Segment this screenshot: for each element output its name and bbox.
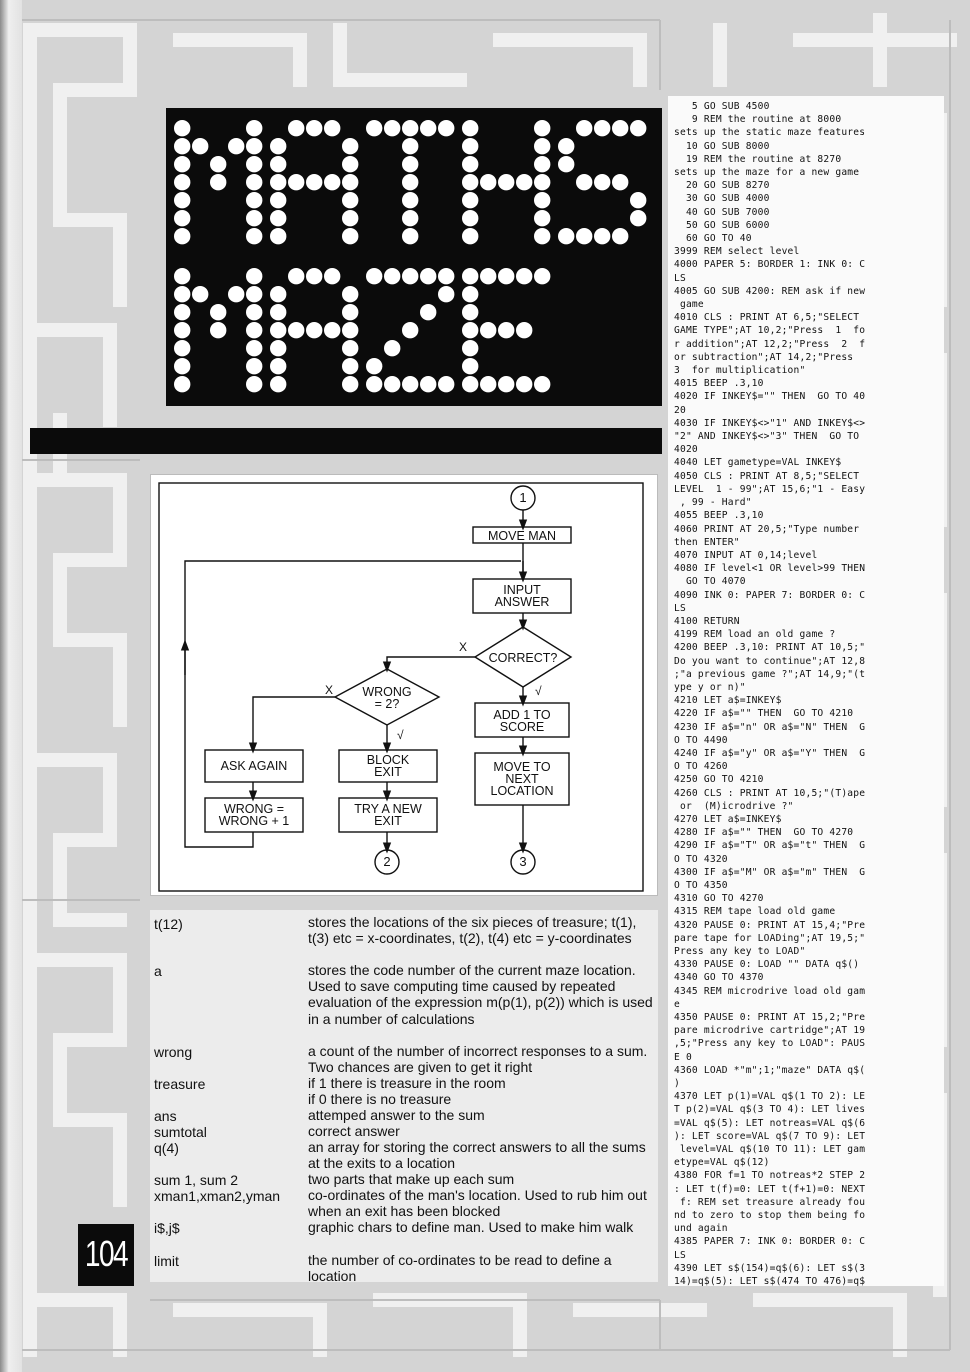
- code-line: 4055 BEEP .3,10: [674, 510, 764, 522]
- title-letter-dot: [246, 192, 262, 208]
- title-letter-dot: [246, 268, 262, 284]
- title-letter-dot: [288, 174, 304, 190]
- code-line: 4090 INK 0: PAPER 7: BORDER 0: C: [674, 589, 866, 601]
- title-letter-dot: [462, 376, 478, 392]
- code-line: O TO 4490: [674, 734, 728, 746]
- page-number: 104: [84, 1233, 128, 1274]
- code-line: 4370 LET p(1)=VAL q$(1 TO 2): LE: [674, 1091, 866, 1103]
- title-letter-dot: [246, 156, 262, 172]
- code-line: 4250 GO TO 4210: [674, 774, 764, 786]
- flow-branch-x-correct: X: [459, 640, 468, 654]
- title-letter-dot: [246, 376, 262, 392]
- title-letter-dot: [612, 228, 628, 244]
- title-letter-dot: [558, 138, 574, 154]
- title-letter-dot: [246, 138, 262, 154]
- title-letter-dot: [270, 228, 286, 244]
- code-line: game: [674, 299, 704, 311]
- code-line: 4280 IF a$="" THEN GO TO 4270: [674, 827, 854, 839]
- code-line: ype y or n)": [674, 681, 746, 693]
- flow-node-add-score: ADD 1 TO SCORE: [493, 708, 551, 734]
- glossary-desc: the number of co-ordinates to be read to define a location: [308, 1252, 612, 1285]
- code-line: 4330 PAUSE 0: LOAD "" DATA q$(): [674, 959, 860, 971]
- title-letter-dot: [342, 286, 358, 302]
- code-line: then ENTER": [674, 536, 740, 548]
- code-line: 50 GO SUB 6000: [674, 219, 770, 231]
- title-letter-dot: [462, 192, 478, 208]
- flow-node-1: 1: [519, 490, 527, 505]
- title-letter-dot: [192, 138, 208, 154]
- code-line: LS: [674, 1249, 686, 1261]
- glossary-name: q(4): [154, 1140, 179, 1156]
- code-line: 4350 PAUSE 0: PRINT AT 15,2;"Pre: [674, 1012, 866, 1024]
- glossary-name: xman1,xman2,yman: [154, 1188, 281, 1204]
- title-letter-dot: [402, 322, 418, 338]
- code-line: 4080 IF level<1 OR level>99 THEN: [674, 563, 866, 575]
- code-line: ): [674, 1078, 680, 1090]
- title-letter-dot: [462, 210, 478, 226]
- code-line: or (M)icrodrive ?": [674, 800, 794, 812]
- title-letter-dot: [270, 156, 286, 172]
- title-letter-dot: [462, 156, 478, 172]
- glossary-name: a: [154, 963, 162, 979]
- code-line: GAME TYPE";AT 10,2;"Press 1 fo: [674, 325, 866, 337]
- title-letter-dot: [210, 174, 226, 190]
- code-line: 4020: [674, 444, 698, 456]
- title-letter-dot: [462, 120, 478, 136]
- code-line: 4385 PAPER 7: INK 0: BORDER 0: C: [674, 1236, 866, 1248]
- code-line: 3 for multiplication": [674, 365, 806, 377]
- title-letter-dot: [534, 228, 550, 244]
- title-letter-dot: [366, 120, 382, 136]
- flow-branch-tick-wrong: √: [397, 728, 404, 742]
- code-line: 5 GO SUB 4500: [674, 101, 770, 112]
- title-letter-dot: [288, 268, 304, 284]
- title-letter-dot: [270, 174, 286, 190]
- title-letter-dot: [498, 174, 514, 190]
- title-letter-dot: [438, 268, 454, 284]
- title-letter-dot: [402, 192, 418, 208]
- code-line: 3999 REM select level: [674, 246, 800, 258]
- code-line: LEVEL 1 - 99";AT 15,6;"1 - Easy: [674, 483, 866, 495]
- code-line: E 0: [674, 1051, 692, 1063]
- code-line: 20 GO SUB 8270: [674, 180, 770, 192]
- glossary-name: treasure: [154, 1076, 206, 1092]
- title-letter-dot: [402, 156, 418, 172]
- title-letter-dot: [342, 174, 358, 190]
- code-line: 4020 IF INKEY$="" THEN GO TO 40: [674, 391, 866, 403]
- code-line: "2" AND INKEY$<>"3" THEN GO TO: [674, 431, 860, 443]
- title-letter-dot: [174, 268, 190, 284]
- flow-node-move-man: MOVE MAN: [487, 529, 557, 543]
- title-letter-dot: [534, 120, 550, 136]
- code-line: O TO 4350: [674, 879, 728, 891]
- title-letter-dot: [534, 174, 550, 190]
- title-letter-dot: [246, 174, 262, 190]
- title-letter-dot: [342, 156, 358, 172]
- code-line: 4010 CLS : PRINT AT 6,5;"SELECT: [674, 312, 860, 324]
- title-letter-dot: [342, 376, 358, 392]
- code-line: etype=VAL q$(12): [674, 1157, 770, 1169]
- code-line: LS: [674, 602, 686, 614]
- title-letter-dot: [342, 304, 358, 320]
- title-letter-dot: [246, 322, 262, 338]
- glossary-desc: correct answer: [308, 1123, 400, 1139]
- title-letter-dot: [228, 286, 244, 302]
- title-letter-dot: [462, 304, 478, 320]
- title-letter-dot: [576, 120, 592, 136]
- glossary-desc: graphic chars to define man. Used to make him walk: [308, 1219, 634, 1235]
- title-letter-dot: [420, 304, 436, 320]
- title-letter-dot: [342, 322, 358, 338]
- flowchart-panel: [150, 474, 658, 896]
- code-line: or subtraction";AT 14,2;"Press: [674, 351, 854, 363]
- title-letter-dot: [534, 192, 550, 208]
- code-line: 4315 REM tape load old game: [674, 906, 836, 918]
- code-line: 4050 CLS : PRINT AT 8,5;"SELECT: [674, 470, 860, 482]
- title-letter-dot: [462, 174, 478, 190]
- code-line: 4300 IF a$="M" OR a$="m" THEN G: [674, 866, 866, 878]
- title-letter-dot: [342, 138, 358, 154]
- code-line: 4290 IF a$="T" OR a$="t" THEN G: [674, 840, 866, 852]
- glossary-name: sumtotal: [154, 1124, 207, 1140]
- title-letter-dot: [516, 268, 532, 284]
- title-letter-dot: [306, 322, 322, 338]
- title-letter-dot: [174, 376, 190, 392]
- code-line: 30 GO SUB 4000: [674, 193, 770, 205]
- title-letter-dot: [420, 120, 436, 136]
- title-letter-dot: [324, 174, 340, 190]
- title-letter-dot: [174, 322, 190, 338]
- code-line: 4100 RETURN: [674, 615, 740, 627]
- title-letter-dot: [174, 120, 190, 136]
- title-letter-dot: [210, 156, 226, 172]
- code-line: 4340 GO TO 4370: [674, 972, 764, 984]
- flow-node-correct: CORRECT?: [488, 651, 558, 665]
- title-letter-dot: [630, 210, 646, 226]
- code-line: 4210 LET a$=INKEY$: [674, 695, 782, 707]
- code-line: 4380 FOR f=1 TO notreas*2 STEP 2: [674, 1170, 866, 1182]
- title-letter-dot: [384, 120, 400, 136]
- title-letter-dot: [594, 120, 610, 136]
- code-line: 4070 INPUT AT 0,14;level: [674, 549, 818, 561]
- code-line: 19 REM the routine at 8270: [674, 153, 842, 165]
- title-letter-dot: [480, 376, 496, 392]
- title-letter-dot: [324, 322, 340, 338]
- title-letter-dot: [246, 120, 262, 136]
- code-line: GO TO 4070: [674, 576, 746, 588]
- glossary-name: ans: [154, 1108, 177, 1124]
- title-letter-dot: [462, 138, 478, 154]
- glossary-name: limit: [154, 1253, 179, 1269]
- title-letter-dot: [534, 268, 550, 284]
- title-letter-dot: [366, 358, 382, 374]
- program-listing: [668, 96, 944, 1286]
- title-letter-dot: [498, 376, 514, 392]
- title-letter-dot: [402, 210, 418, 226]
- title-letter-dot: [462, 340, 478, 356]
- title-letter-dot: [612, 174, 628, 190]
- title-letter-dot: [366, 376, 382, 392]
- title-letter-dot: [342, 228, 358, 244]
- title-letter-dot: [558, 228, 574, 244]
- title-letter-dot: [402, 138, 418, 154]
- code-line: 4000 PAPER 5: BORDER 1: INK 0: C: [674, 259, 866, 271]
- title-letter-dot: [462, 322, 478, 338]
- title-letter-dot: [438, 376, 454, 392]
- glossary-name: sum 1, sum 2: [154, 1172, 239, 1188]
- code-line: 4360 LOAD *"m";1;"maze" DATA q$(: [674, 1064, 866, 1076]
- code-line: ;"a previous game ?";AT 14,9;"(t: [674, 668, 866, 680]
- title-letter-dot: [342, 358, 358, 374]
- title-letter-dot: [534, 210, 550, 226]
- code-line: 14)=q$(5): LET s$(474 TO 476)=q$: [674, 1276, 866, 1288]
- title-letter-dot: [576, 174, 592, 190]
- flow-node-wrong-2: WRONG = 2?: [362, 685, 412, 711]
- code-line: 4005 GO SUB 4200: REM ask if new: [674, 285, 866, 297]
- title-letter-dot: [324, 120, 340, 136]
- title-letter-dot: [480, 174, 496, 190]
- title-letter-dot: [342, 340, 358, 356]
- code-line: und again: [674, 1223, 728, 1235]
- title-letter-dot: [462, 228, 478, 244]
- title-letter-dot: [534, 138, 550, 154]
- title-letter-dot: [174, 138, 190, 154]
- title-letter-dot: [402, 268, 418, 284]
- code-line: 10 GO SUB 8000: [674, 140, 770, 152]
- title-letter-dot: [174, 210, 190, 226]
- code-line: nd to zero to stop them being fo: [674, 1210, 866, 1222]
- title-letter-dot: [174, 304, 190, 320]
- title-letter-dot: [420, 268, 436, 284]
- title-letter-dot: [516, 174, 532, 190]
- title-letter-dot: [246, 286, 262, 302]
- page-binding-edge: [0, 0, 22, 1372]
- title-letter-dot: [270, 210, 286, 226]
- title-letter-dot: [342, 210, 358, 226]
- glossary-desc: an array for storing the correct answers to all the sums at the exits to a location: [308, 1139, 646, 1172]
- title-letter-dot: [402, 120, 418, 136]
- title-letter-dot: [192, 286, 208, 302]
- code-line: 20: [674, 404, 686, 416]
- code-line: pare microdrive cartridge";AT 19: [674, 1025, 866, 1037]
- code-line: ,5;"Press any key to LOAD": PAUS: [674, 1038, 866, 1050]
- title-letter-dot: [558, 156, 574, 172]
- title-letter-dot: [270, 192, 286, 208]
- title-dot-letters: [166, 108, 662, 406]
- glossary-desc: if 1 there is treasure in the room if 0 there is no treasure: [308, 1075, 506, 1108]
- code-line: 4040 LET gametype=VAL INKEY$: [674, 457, 842, 469]
- glossary-name: i$,j$: [154, 1220, 180, 1236]
- glossary-desc: two parts that make up each sum: [308, 1171, 515, 1187]
- glossary-desc: stores the code number of the current maze location. Used to save computing time caused by repeated evaluation of the expression m(p(1), p(2)) which is used in a number of calculations: [308, 962, 653, 1027]
- code-line: 60 GO TO 40: [674, 233, 752, 245]
- flow-node-move-next: MOVE TO NEXT LOCATION: [490, 760, 554, 798]
- code-line: O TO 4260: [674, 761, 728, 773]
- code-line: 4240 IF a$="y" OR a$="Y" THEN G: [674, 747, 866, 759]
- title-letter-dot: [516, 376, 532, 392]
- flow-node-2: 2: [383, 854, 391, 869]
- flow-node-ask-again: ASK AGAIN: [220, 759, 288, 773]
- title-letter-dot: [630, 192, 646, 208]
- code-line: 4015 BEEP .3,10: [674, 378, 764, 390]
- title-letter-dot: [480, 268, 496, 284]
- title-letter-dot: [270, 376, 286, 392]
- flow-node-3: 3: [519, 854, 527, 869]
- code-line: : LET t(f)=0: LET t(f+1)=0: NEXT: [674, 1183, 866, 1195]
- title-letter-dot: [210, 322, 226, 338]
- title-letter-dot: [462, 358, 478, 374]
- title-letter-dot: [612, 120, 628, 136]
- code-line: T p(2)=VAL q$(3 TO 4): LET lives: [674, 1104, 866, 1116]
- code-line: 4060 PRINT AT 20,5;"Type number: [674, 523, 860, 535]
- title-letter-dot: [228, 138, 244, 154]
- title-letter-dot: [270, 340, 286, 356]
- title-letter-dot: [174, 192, 190, 208]
- code-line: Press any key to LOAD": [674, 946, 806, 957]
- code-line: , 99 - Hard": [674, 497, 752, 509]
- title-letter-dot: [594, 228, 610, 244]
- code-line: 40 GO SUB 7000: [674, 206, 770, 218]
- code-line: 4230 IF a$="n" OR a$="N" THEN G: [674, 721, 866, 733]
- title-letter-dot: [498, 322, 514, 338]
- title-letter-dot: [174, 156, 190, 172]
- title-letter-dot: [438, 286, 454, 302]
- flow-branch-tick-correct: √: [535, 684, 542, 698]
- variable-glossary: [150, 910, 658, 1285]
- title-letter-dot: [324, 268, 340, 284]
- code-line: 4200 BEEP .3,10: PRINT AT 10,5;": [674, 642, 866, 654]
- code-line: ): LET score=VAL q$(7 TO 9): LET: [674, 1130, 866, 1142]
- title-letter-dot: [462, 268, 478, 284]
- title-letter-dot: [246, 228, 262, 244]
- flow-node-input-answer: INPUT ANSWER: [494, 583, 550, 609]
- code-line: O TO 4320: [674, 853, 728, 865]
- code-line: LS: [674, 272, 686, 284]
- flow-node-block-exit: BLOCK EXIT: [366, 753, 410, 779]
- title-letter-dot: [402, 228, 418, 244]
- title-letter-dot: [246, 358, 262, 374]
- title-letter-dot: [534, 376, 550, 392]
- code-line: =VAL q$(5): LET notreas=VAL q$(6: [674, 1117, 866, 1129]
- title-letter-dot: [174, 358, 190, 374]
- flow-node-wrong-inc: WRONG = WRONG + 1: [218, 802, 290, 828]
- title-divider-bar: [30, 428, 662, 454]
- title-letter-dot: [630, 120, 646, 136]
- title-letter-dot: [402, 376, 418, 392]
- title-letter-dot: [384, 268, 400, 284]
- title-letter-dot: [366, 268, 382, 284]
- code-line: 4270 LET a$=INKEY$: [674, 813, 782, 825]
- code-line: 4030 IF INKEY$<>"1" AND INKEY$<>: [674, 417, 866, 429]
- code-line: 4390 LET s$(154)=q$(6): LET s$(3: [674, 1262, 866, 1274]
- code-line: 4310 GO TO 4270: [674, 893, 764, 905]
- title-letter-dot: [270, 322, 286, 338]
- code-line: pare tape for LOADing";AT 19,5;": [674, 932, 866, 944]
- flow-node-try-new-exit: TRY A NEW EXIT: [354, 802, 422, 828]
- title-letter-dot: [516, 322, 532, 338]
- code-line: 4320 PAUSE 0: PRINT AT 15,4;"Pre: [674, 919, 866, 931]
- title-letter-dot: [306, 120, 322, 136]
- code-line: r addition";AT 12,2;"Press 2 f: [674, 338, 866, 350]
- title-letter-dot: [384, 376, 400, 392]
- title-letter-dot: [480, 322, 496, 338]
- title-letter-dot: [438, 120, 454, 136]
- code-line: sets up the maze for a new game: [674, 167, 860, 179]
- flow-branch-x-wrong: X: [325, 683, 334, 697]
- title-letter-dot: [174, 228, 190, 244]
- title-letter-dot: [306, 174, 322, 190]
- glossary-name: wrong: [154, 1044, 193, 1060]
- code-line: 4260 CLS : PRINT AT 10,5;"(T)ape: [674, 787, 866, 799]
- code-line: 4345 REM microdrive load old gam: [674, 985, 866, 997]
- title-letter-dot: [342, 192, 358, 208]
- code-line: 4199 REM load an old game ?: [674, 629, 836, 641]
- title-letter-dot: [210, 304, 226, 320]
- glossary-desc: attemped answer to the sum: [308, 1107, 485, 1123]
- title-letter-dot: [246, 304, 262, 320]
- title-letter-dot: [246, 340, 262, 356]
- glossary-desc: a count of the number of incorrect responses to a sum. Two chances are given to get it right: [308, 1043, 648, 1076]
- title-block: [166, 108, 662, 406]
- page-number-box: [78, 1224, 134, 1286]
- title-letter-dot: [270, 138, 286, 154]
- title-letter-dot: [174, 286, 190, 302]
- code-line: 4220 IF a$="" THEN GO TO 4210: [674, 708, 854, 720]
- title-letter-dot: [534, 156, 550, 172]
- title-letter-dot: [576, 228, 592, 244]
- title-letter-dot: [384, 340, 400, 356]
- code-line: 9 REM the routine at 8000: [674, 114, 842, 126]
- glossary-desc: co-ordinates of the man's location. Used to rub him out when an exit has been blocked: [308, 1187, 647, 1220]
- glossary-name: t(12): [154, 916, 183, 932]
- title-letter-dot: [270, 358, 286, 374]
- code-line: sets up the static maze features: [674, 127, 866, 139]
- title-letter-dot: [498, 268, 514, 284]
- title-letter-dot: [594, 174, 610, 190]
- title-letter-dot: [462, 286, 478, 302]
- code-line: e: [674, 998, 680, 1010]
- title-letter-dot: [270, 304, 286, 320]
- code-line: level=VAL q$(10 TO 11): LET gam: [674, 1144, 866, 1156]
- code-line: f: REM set treasure already fou: [674, 1196, 866, 1208]
- title-letter-dot: [174, 340, 190, 356]
- code-line: Do you want to continue";AT 12,8: [674, 655, 866, 667]
- glossary-desc: stores the locations of the six pieces of treasure; t(1), t(3) etc = x-coordinates, t(2), t(4) etc = y-coordinates: [308, 914, 637, 947]
- title-letter-dot: [288, 322, 304, 338]
- title-letter-dot: [420, 376, 436, 392]
- title-letter-dot: [288, 120, 304, 136]
- title-letter-dot: [246, 210, 262, 226]
- title-letter-dot: [174, 174, 190, 190]
- title-letter-dot: [270, 286, 286, 302]
- title-letter-dot: [402, 174, 418, 190]
- title-letter-dot: [306, 268, 322, 284]
